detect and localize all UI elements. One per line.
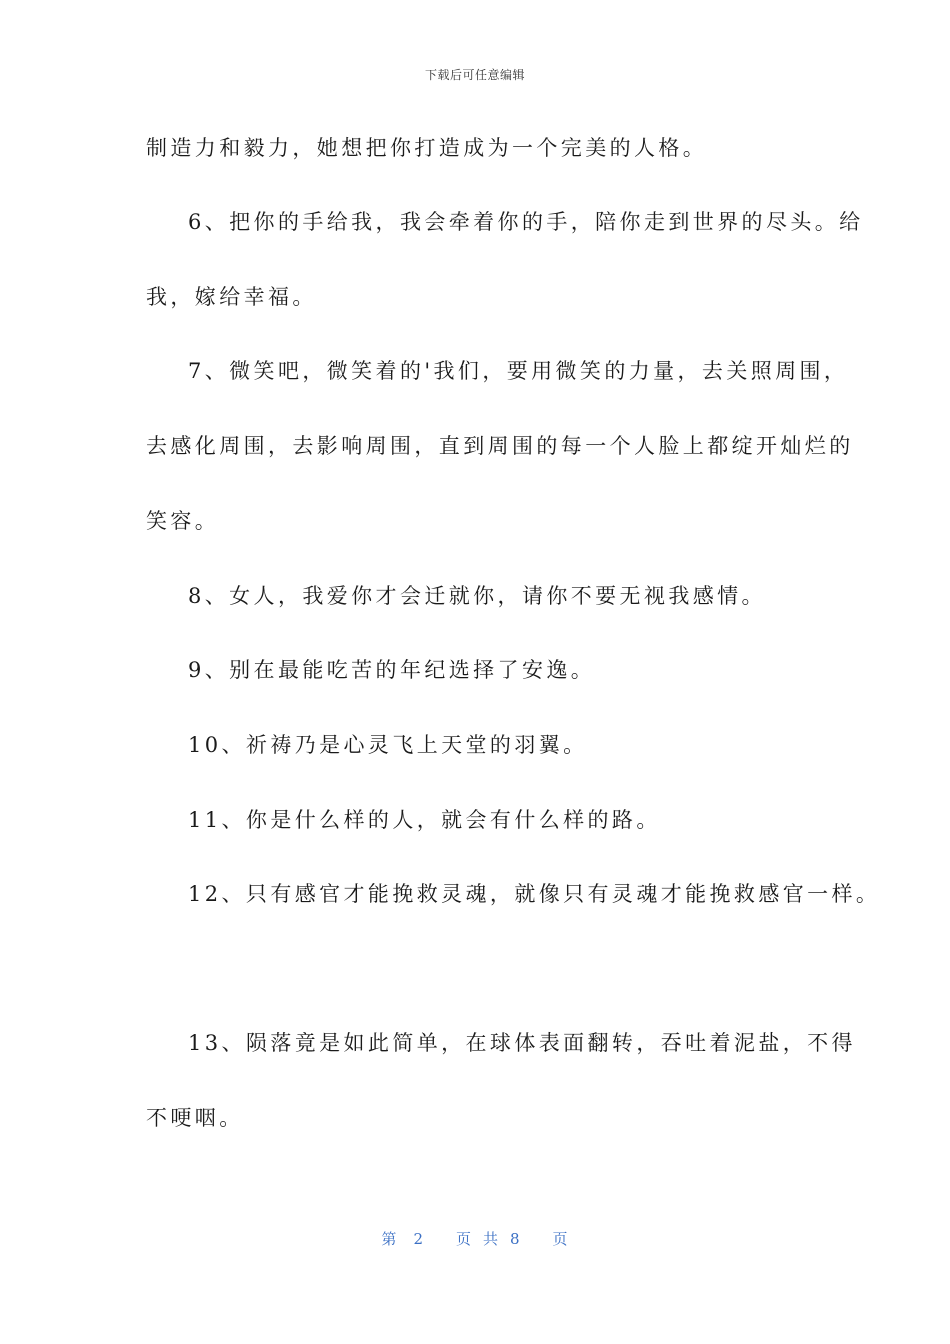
footer-page-middle: 页共 — [455, 1230, 510, 1248]
footer-page-prefix: 第 — [381, 1230, 398, 1248]
header-note: 下载后可任意编辑 — [424, 68, 525, 82]
page-footer — [0, 1228, 950, 1249]
footer-page-total: 8 — [510, 1230, 521, 1248]
paragraph-line: 我，嫁给幸福。 — [146, 285, 317, 309]
footer-page-suffix: 页 — [552, 1230, 569, 1248]
paragraph-line: 6、把你的手给我，我会牵着你的手，陪你走到世界的尽头。给 — [188, 210, 864, 234]
paragraph-line: 不哽咽。 — [146, 1106, 244, 1130]
paragraph-line: 去感化周围，去影响周围，直到周围的每一个人脸上都绽开灿烂的 — [146, 434, 854, 458]
paragraph-line: 13、陨落竟是如此简单，在球体表面翻转，吞吐着泥盐，不得 — [188, 1031, 856, 1055]
paragraph-line: 9、别在最能吃苦的年纪选择了安逸。 — [188, 658, 596, 682]
paragraph-line: 10、祈祷乃是心灵飞上天堂的羽翼。 — [188, 733, 588, 757]
paragraph-line: 7、微笑吧，微笑着的'我们，要用微笑的力量，去关照周围， — [188, 359, 849, 383]
paragraph-line: 笑容。 — [146, 509, 220, 533]
paragraph-line: 12、只有感官才能挽救灵魂，就像只有灵魂才能挽救感官一样。 — [188, 882, 881, 906]
paragraph-line: 8、女人，我爱你才会迁就你，请你不要无视我感情。 — [188, 584, 766, 608]
paragraph-line: 制造力和毅力，她想把你打造成为一个完美的人格。 — [146, 136, 708, 160]
paragraph-line: 11、你是什么样的人，就会有什么样的路。 — [188, 808, 661, 832]
footer-page-current: 2 — [413, 1230, 424, 1248]
